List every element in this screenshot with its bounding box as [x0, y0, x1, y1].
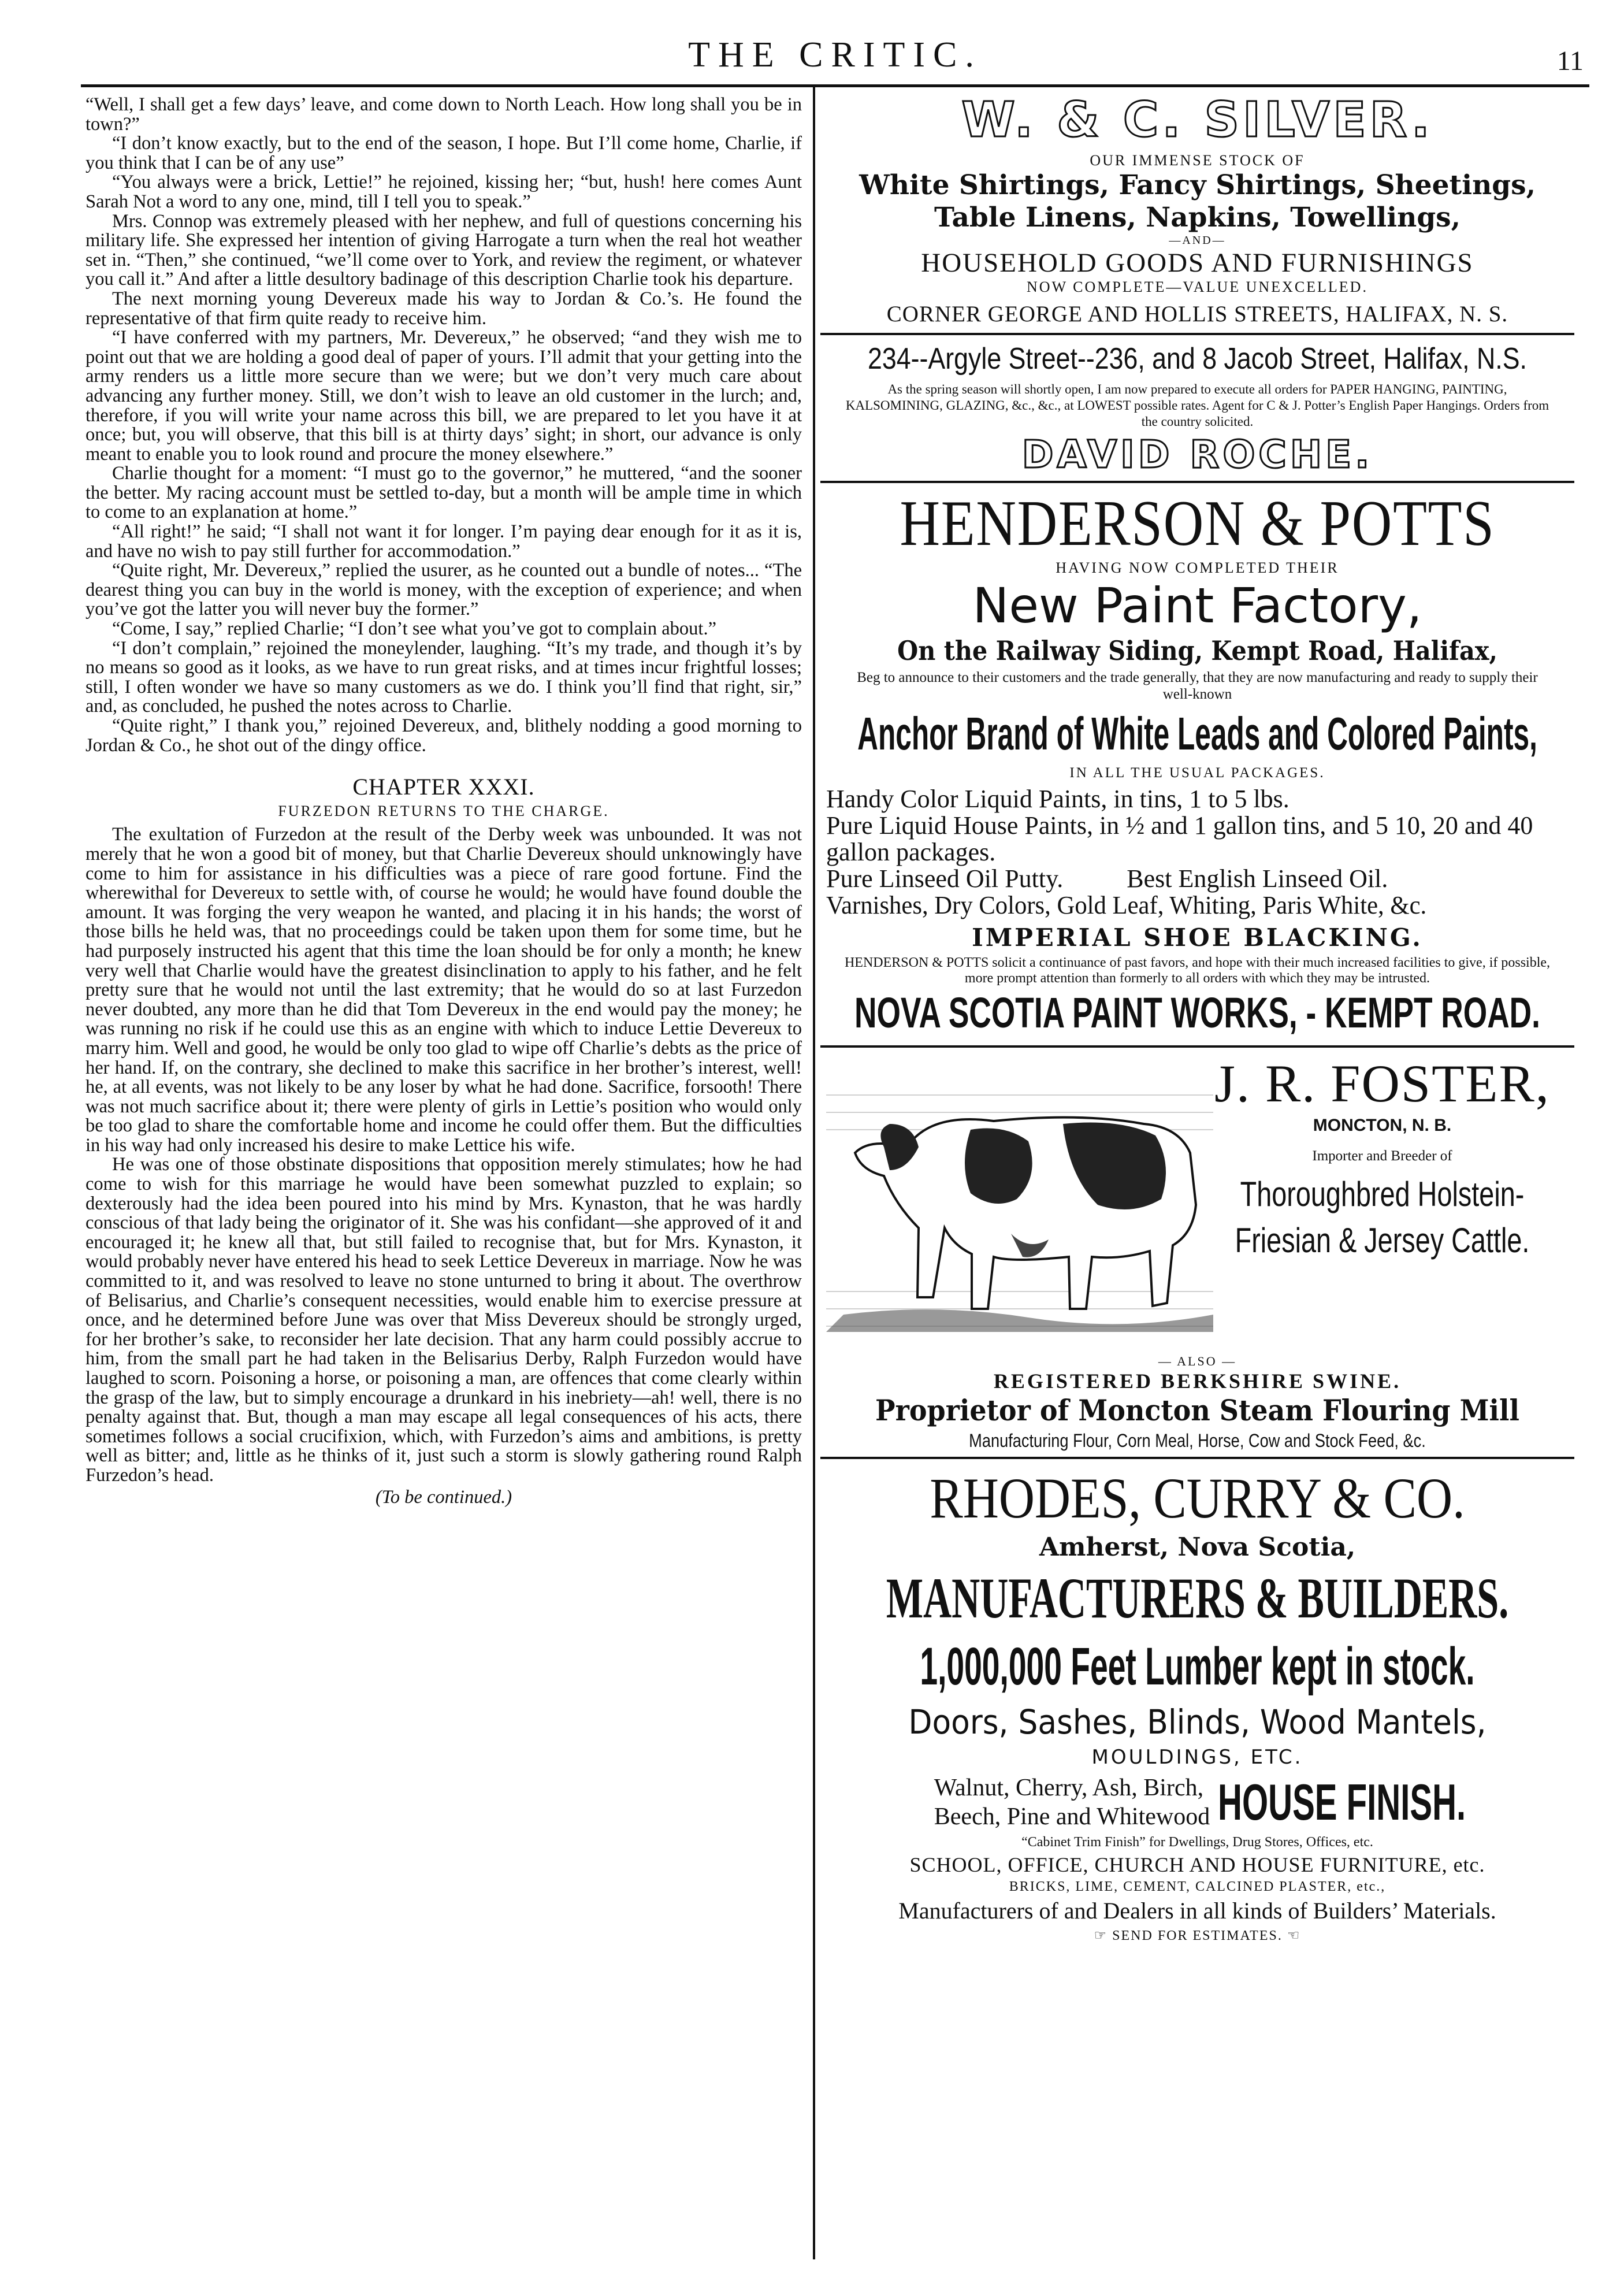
roche-address: 234--Argyle Street--236, and 8 Jacob Street, Halifax, N.S.: [868, 342, 1527, 376]
foster-cattle2: Friesian & Jersey Cattle.: [1235, 1221, 1530, 1260]
column-divider: [813, 87, 815, 2259]
rhodes-furniture: SCHOOL, OFFICE, CHURCH AND HOUSE FURNITURE, etc.: [909, 1853, 1485, 1876]
story-column: [86, 95, 802, 1507]
to-be-continued: (To be continued.): [375, 1486, 512, 1508]
foster-swine: REGISTERED BERKSHIRE SWINE.: [993, 1370, 1402, 1393]
story-paragraph: “I don’t know exactly, but to the end of the season, I hope. But I’ll come home, Charlie, if you think that I can be of any use”: [86, 133, 802, 173]
rhodes-woods: [934, 1773, 1210, 1831]
foster-flour: Manufacturing Flour, Corn Meal, Horse, Cow and Stock Feed, &c.: [969, 1430, 1426, 1451]
henderson-having: HAVING NOW COMPLETED THEIR: [1056, 559, 1339, 576]
ad-silver: [820, 92, 1574, 335]
story-paragraph: “Quite right,” I thank you,” rejoined Devereux, and, blithely nodding a good morning to Jordan & Co., he shot out of the dingy office.: [86, 715, 802, 756]
ad-rhodes: [820, 1459, 1574, 1944]
rhodes-doors: Doors, Sashes, Blinds, Wood Mantels,: [908, 1702, 1487, 1742]
story-paragraph: The exultation of Furzedon at the result of the Derby week was unbounded. It was not merely that he won a good bit of money, but that Charlie Devereux should unknowingly have come to him for assistance in his difficulties was a piece of rare good fortune. Find the wherewithal for Devereux to settle with, of course he would; he would have found double the amount. It was forging the very weapon he wanted, and placing it in his hands; the worst of those bills he held was, that no proceedings could be taken upon them for some time, but he had purposely instructed his agent that this time the loan should be for only a month; he knew very well that Charlie would have the greatest disinclination to apply to his father, and he felt pretty sure that he would not until the last extremity; that he would do so at last Furzedon never doubted, any more than he did that Tom Devereux in the end would pay the money; he was running no risk if he could use this as an engine with which to induce Lettie Devereux to marry him. Well and good, he would be only too glad to wipe off Charlie’s debts as the price of her hand. If, on the contrary, she declined to make this sacrifice in her brother’s interest, well! he, at all events, was not likely to be any loser by what he had done. Sacrifice, forsooth! There was not much sacrifice about it; there were plenty of girls in Lettie’s position who would only be too glad to share the comfortable home and income he could offer them. But the difficulties in his way had only increased his desire to make Lettice his wife.: [86, 824, 802, 1156]
rhodes-woods-row: [820, 1773, 1574, 1831]
rhodes-name: RHODES, CURRY & CO.: [930, 1466, 1465, 1530]
rhodes-estimates: ☞ SEND FOR ESTIMATES. ☜: [1094, 1928, 1301, 1943]
ad-henderson: [820, 483, 1574, 1048]
silver-line6: NOW COMPLETE—VALUE UNEXCELLED.: [1027, 279, 1368, 295]
foster-text: [1190, 1053, 1574, 1263]
henderson-usual: IN ALL THE USUAL PACKAGES.: [1069, 765, 1325, 781]
rhodes-mfg: MANUFACTURERS & BUILDERS.: [886, 1566, 1509, 1630]
ad-roche: [820, 335, 1574, 483]
silver-name: W. & C. SILVER.: [961, 91, 1433, 148]
henderson-anchor: Anchor Brand of White Leads and Colored Paints,: [857, 708, 1537, 759]
ad-foster: [820, 1048, 1574, 1459]
rhodes-lumber: 1,000,000 Feet Lumber kept in stock.: [920, 1637, 1475, 1696]
henderson-location: On the Railway Siding, Kempt Road, Halifax,: [897, 635, 1497, 666]
henderson-works: NOVA SCOTIA PAINT WORKS, - KEMPT ROAD.: [854, 989, 1540, 1037]
story-paragraph: “Quite right, Mr. Devereux,” replied the usurer, as he counted out a bundle of notes... “The dearest thing you can buy in the world is money, with the exception of experience; and when you’ve got the latter you will never buy the former.”: [86, 560, 802, 620]
story-paragraph: Mrs. Connop was extremely pleased with her nephew, and full of questions concerning his military life. She expressed her intention of giving Harrogate a turn when the real hot weather set in. “Then,” she continued, “we’ll come over to York, and review the regiment, or whatever you call it.” And after a little desultory badinage of this description Charlie took his departure.: [86, 210, 802, 290]
cattle-illustration: [820, 1060, 1219, 1349]
story-paragraph: “Well, I shall get a few days’ leave, and come down to North Leach. How long shall you be in town?”: [86, 94, 802, 135]
foster-block: [820, 1053, 1574, 1354]
henderson-blacking: IMPERIAL SHOE BLACKING.: [972, 923, 1423, 952]
foster-cattle1: Thoroughbred Holstein-: [1240, 1175, 1525, 1213]
silver-line4: —AND—: [1169, 234, 1226, 247]
story-paragraph: “I don’t complain,” rejoined the moneylender, laughing. “It’s my trade, and though it’s by no means so good as it looks, as we have to run great risks, and at times incur frightful losses; still, I often wonder we have so many customers as we do. I think you’ll find that right, sir,” and, as concluded, he pushed the notes across to Charlie.: [86, 637, 802, 717]
foster-town: MONCTON, N. B.: [1313, 1116, 1452, 1135]
page-number: 11: [1556, 46, 1584, 76]
silver-line5: HOUSEHOLD GOODS AND FURNISHINGS: [921, 248, 1474, 278]
masthead-title: THE CRITIC.: [688, 35, 982, 75]
paint-item: Varnishes, Dry Colors, Gold Leaf, Whiting, Paris White, &c.: [826, 891, 1427, 919]
silver-line2: White Shirtings, Fancy Shirtings, Sheetings,: [859, 169, 1536, 201]
paint-item: Pure Linseed Oil Putty. Best English Linseed Oil.: [826, 864, 1388, 893]
header-rule: [81, 84, 1589, 87]
henderson-factory: New Paint Factory,: [972, 577, 1422, 634]
paint-item: Handy Color Liquid Paints, in tins, 1 to 5 lbs.: [826, 785, 1289, 813]
story-paragraph: He was one of those obstinate dispositions that opposition merely stimulates; how he had come to wish for this marriage he would have been somewhat puzzled to explain; so dexterously had the idea been poured into his mind by Mrs. Kynaston, that he was hardly conscious of that lady being the originator of it. She was his confidant—she approved of it and encouraged it; he knew all that, but still failed to recognise that, but for Mrs. Kynaston, it would probably never have entered his head to seek Lettice Devereux in marriage. Now he was committed to it, and was resolved to leave no stone unturned to bring it about. The overthrow of Belisarius, and Charlie’s consequent necessities, would enable him to exercise pressure at once, and he determined before June was over that Miss Devereux should be strongly urged, for her brother’s sake, to reconsider her late decision. That any harm could possibly accrue to him, from the small part he had taken in the Belisarius Derby, Ralph Furzedon would have laughed to scorn. Poisoning a horse, or poisoning a man, are offences that come clearly within the grasp of the law, but to simply encourage a drunkard in his inebriety—ah! well, there is no penalty against that. But, though a man may escape all legal consequences of his acts, there sometimes follows a social crucifixion, which, with Furzedon’s aims and ambitions, is pretty well as bitter; and, little as he thinks of it, just such a storm is slowly gathering round Ralph Furzedon’s head.: [86, 1154, 802, 1486]
foster-name: J. R. FOSTER,: [1214, 1054, 1550, 1113]
henderson-beg: Beg to announce to their customers and the trade generally, that they are now manufacturing and ready to supply their well-known: [857, 670, 1538, 702]
page-header: [81, 35, 1589, 88]
henderson-solicit: HENDERSON & POTTS solicit a continuance of past favors, and hope with their much increased facilities to give, if possible, more prompt attention than formerly to all orders with which they may be intrusted.: [844, 955, 1551, 986]
foster-mill: Proprietor of Moncton Steam Flouring Mill: [875, 1393, 1519, 1427]
story-paragraph: Charlie thought for a moment: “I must go to the governor,” he muttered, “and the sooner the better. My racing account must be settled to-day, but a month will be ample time in which to come to an explanation at home.”: [86, 463, 802, 523]
silver-line7: CORNER GEORGE AND HOLLIS STREETS, HALIFAX, N. S.: [886, 302, 1508, 326]
foster-also: — ALSO —: [1158, 1354, 1237, 1368]
rhodes-finish: HOUSE FINISH.: [1218, 1773, 1466, 1831]
rhodes-bricks: BRICKS, LIME, CEMENT, CALCINED PLASTER, etc.,: [1009, 1879, 1386, 1894]
story-paragraph: “Come, I say,” replied Charlie; “I don’t see what you’ve got to complain about.”: [112, 618, 716, 640]
paint-item: Pure Liquid House Paints, in ½ and 1 gallon tins, and 5 10, 20 and 40 gallon packages.: [826, 811, 1533, 866]
chapter-subtitle: FURZEDON RETURNS TO THE CHARGE.: [278, 802, 610, 819]
henderson-name: HENDERSON & POTTS: [900, 488, 1495, 559]
rhodes-mouldings: MOULDINGS, ETC.: [1091, 1746, 1303, 1769]
roche-name: DAVID ROCHE.: [1021, 432, 1373, 477]
story-paragraph: “You always were a brick, Lettie!” he rejoined, kissing her; “but, hush! here comes Aunt Sarah Not a word to any one, mind, till I tell you to speak.”: [86, 172, 802, 212]
foster-importer: Importer and Breeder of: [1312, 1148, 1452, 1164]
rhodes-trim: “Cabinet Trim Finish” for Dwellings, Drug Stores, Offices, etc.: [1021, 1835, 1373, 1850]
silver-line3: Table Linens, Napkins, Towellings,: [934, 202, 1461, 233]
silver-line1: OUR IMMENSE STOCK OF: [1090, 152, 1305, 169]
ads-column: [820, 91, 1574, 1944]
rhodes-place: Amherst, Nova Scotia,: [1039, 1532, 1356, 1562]
story-paragraph: “I have conferred with my partners, Mr. Devereux,” he observed; “and they wish me to point out that we are holding a good deal of paper of yours. I’ll admit that your getting into the army renders us a little more secure than we were; but we don’t very much care about advancing any further money. Still, we don’t wish to leave an old customer in the lurch; and, therefore, if you will write your name across this bill, we are prepared to let you have it at once; but, you will observe, that this bill is at thirty days’ sight; in short, our advance is only meant to enable you to look round and procure the money elsewhere.”: [86, 327, 802, 465]
roche-body: As the spring season will shortly open, I am now prepared to execute all orders for PAPER HANGING, PAINTING, KALSOMINING, GLAZING, &c., &c., at LOWEST possible rates. Agent for C & J. Potter’s English Paper Hangings. Orders from the country solicited.: [845, 382, 1549, 429]
story-paragraph: “All right!” he said; “I shall not want it for longer. I’m paying dear enough for it as it is, and have no wish to pay still further for accommodation.”: [86, 521, 802, 562]
rhodes-woods2: Beech, Pine and Whitewood: [934, 1803, 1210, 1830]
rhodes-woods1: Walnut, Cherry, Ash, Birch,: [934, 1775, 1204, 1801]
story-paragraph: The next morning young Devereux made his way to Jordan & Co.’s. He found the representative of that firm quite ready to receive him.: [86, 288, 802, 329]
chapter-title: CHAPTER XXXI.: [352, 774, 535, 800]
henderson-items: [820, 786, 1574, 919]
rhodes-dealers: Manufacturers of and Dealers in all kinds of Builders’ Materials.: [898, 1898, 1496, 1924]
